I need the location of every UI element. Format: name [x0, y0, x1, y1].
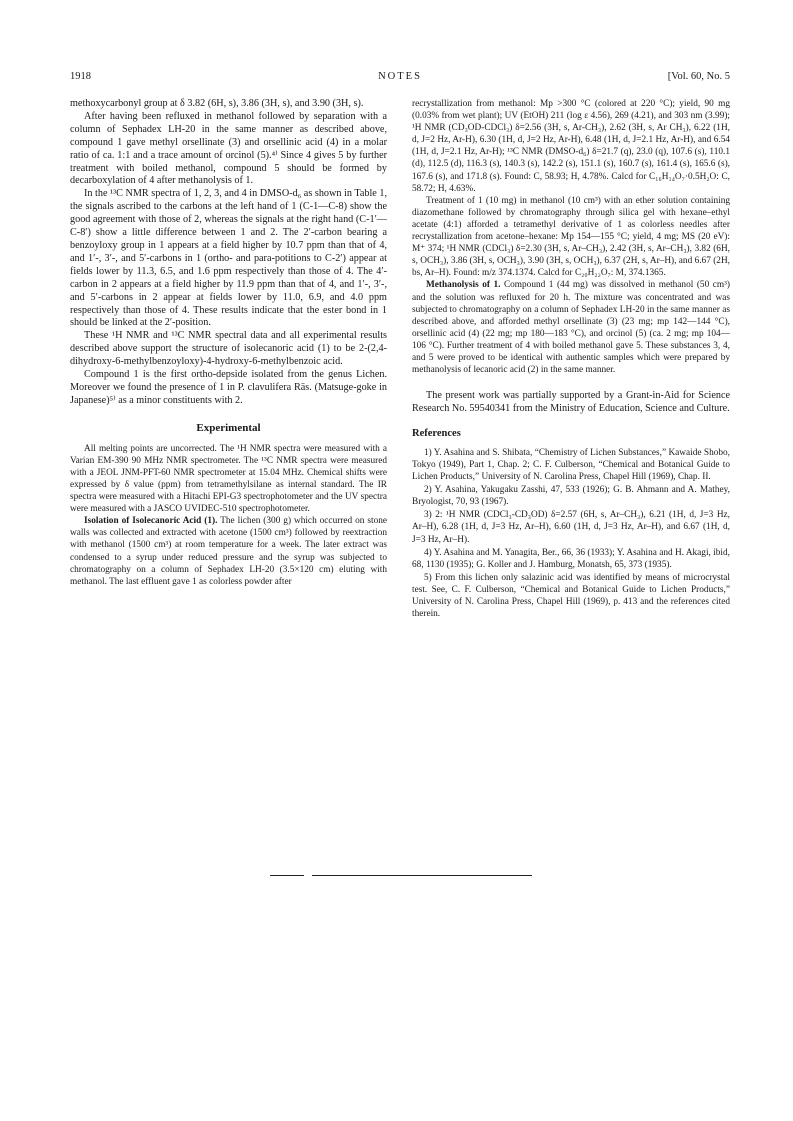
methanolysis-text: Compound 1 (44 mg) was dissolved in methanol (50 cm³) and the solution was refluxed for 20 h. The mixture was concentrated and was subjected to chromatography on a column of Sephadex LH-20 in the same manner as described above, and afforded methyl orsellinate (3) (23 mg; mp 142—144 °C), orsellinic acid (4) (22 mg; mp 180—183 °C), and orcinol (5) (ca. 2 mg; mp 104—106 °C). Further treatment of 4 with boiled methanol gave 5. These substances 3, 4, and 5 were proved to be identical with authentic samples which were prepared by methanolysis of lecanoric acid (2) in the same manner. [412, 280, 730, 376]
experimental-heading: Experimental [196, 421, 261, 434]
paragraph: After having been refluxed in methanol followed by separation with a column of Sephadex LH-20 in the same manner as described above, compound 1 gave methyl orsellinate (3) and orsellinic acid (4) in a molar ratio of ca. 1:1 and a trace amount of orcinol (5).⁴⁾ Since 4 gives 5 by further treatment with boiled methanol, compound 5 should be formed by decarboxylation of 4 after methanolysis of 1. [70, 110, 387, 187]
isolation-paragraph [70, 515, 387, 588]
page-number: 1918 [70, 71, 91, 82]
reference-item: 5) From this lichen only salazinic acid was identified by means of microcrystal test. See, C. F. Culberson, “Chemical and Botanical Guide to Lichen Products,” University of N. Carolina Press, Chapel Hill (1969), p. 413 and the references cited therein. [412, 572, 730, 620]
reference-item: 3) 2: ¹H NMR (CDCl₃-CD₃OD) δ=2.57 (6H, s, Ar–CH₃), 6.21 (1H, d, J=3 Hz, Ar–H), 6.28 (1H, d, J=3 Hz, Ar–H), 6.60 (1H, d, J=3 Hz, Ar–H), and 6.67 (1H, d, J=3 Hz, Ar–H). [412, 510, 730, 545]
paragraph: Treatment of 1 (10 mg) in methanol (10 cm³) with an ether solution containing diazomethane followed by chromatography through silica gel with hexane–ethyl acetate (4:1) afforded a tetramethyl derivative of 1 as colorless needles after recrystallization from acetone–hexane: Mp 154—155 °C; yield, 4 mg; MS (20 eV): M⁺ 374; ¹H NMR (CDCl₃) δ=2.30 (3H, s, Ar–CH₃), 2.42 (3H, s, Ar–CH₃), 3.82 (6H, s, OCH₃), 3.86 (3H, s, OCH₃), 3.90 (3H, s, OCH₃), 6.37 (2H, s, Ar–H), and 6.67 (2H, bs, Ar–H). Found: m/z 374.1374. Calcd for C₂₀H₂₂O₇: M, 374.1365. [412, 195, 730, 279]
reference-item: 2) Y. Asahina, Yakugaku Zasshi, 47, 533 (1926); G. B. Ahmann and A. Mathey, Bryologist, 70, 93 (1967). [412, 485, 730, 508]
right-column [412, 98, 730, 621]
paragraph: In the ¹³C NMR spectra of 1, 2, 3, and 4 in DMSO-d₆ as shown in Table 1, the signals ascribed to the carbons at the left hand of 1 (C-1—C-8) show the good agreement with those of 2, whereas the signals at the right hand (C-1′—C-8′) show a little difference between 1 and 2. The 2′-carbon bearing a benzoyloxy group in 1 appears at a field higher by 10.7 ppm than that of 4, and 1′-, 3′-, and 5′-carbons in 1 (ortho- and para-potitions to C-2′) appear at fields lower by 11.3, 6.5, and 1.6 ppm respectively than those of 4. The 4′-carbon in 2 appears at a field higher by 11.9 ppm than that of 4, and 1′-, 3′-, and 5′-carbons in 2 appear at fields lower by 11.0, 6.9, and 4.0 ppm respectively than those of 4. These results indicate that the ester bond in 1 should be linked at the 2′-position. [70, 188, 387, 329]
paragraph: methoxycarbonyl group at δ 3.82 (6H, s), 3.86 (3H, s), and 3.90 (3H, s). [70, 98, 364, 109]
paragraph: Compound 1 is the first ortho-depside isolated from the genus Lichen. Moreover we found the presence of 1 in P. clavulifera Räs. (Matsuge-goke in Japanese)⁵⁾ as a minor constituents with 2. [70, 369, 387, 406]
paragraph: These ¹H NMR and ¹³C NMR spectral data and all experimental results described above support the structure of isolecanoric acid (1) to be 2-(2,4-dihydroxy-6-methylbenzoyloxy)-4-hydroxy-6-methylbenzoic acid. [70, 330, 387, 368]
paragraph: recrystallization from methanol: Mp >300 °C (colored at 220 °C); yield, 90 mg (0.03% from wet plant); UV (EtOH) 211 (log ε 4.56), 269 (4.21), and 303 nm (3.99); ¹H NMR (CD₃OD-CDCl₃) δ=2.56 (3H, s, Ar-CH₃), 2.62 (3H, s, Ar CH₃), 6.22 (1H, d, J=2 Hz, Ar-H), 6.30 (1H, d, J=2 Hz, Ar-H), 6.48 (1H, d, J=2.1 Hz, Ar-H), and 6.54 (1H, d, J=2.1 Hz, Ar-H); ¹³C NMR (DMSO-d₆) δ=21.7 (q), 23.0 (q), 107.6 (s), 110.1 (d), 112.5 (d), 116.3 (s), 140.3 (s), 142.2 (s), 151.1 (s), 160.7 (s), 161.4 (s), 165.6 (s), 167.6 (s), and 171.8 (s). Found: C, 58.93; H, 4.78%. Calcd for C₁₆H₁₄O₇·0.5H₂O: C, 58.72; H, 4.63%. [412, 99, 730, 194]
acknowledgement: The present work was partially supported by a Grant-in-Aid for Science Research No. 59540341 from the Ministry of Education, Science and Culture. [412, 390, 730, 415]
methanolysis-runin: Methanolysis of 1. [426, 280, 501, 291]
left-column [70, 98, 387, 588]
volume-info: [Vol. 60, No. 5 [667, 71, 730, 82]
page-header [70, 71, 730, 85]
methanolysis-paragraph [412, 279, 730, 376]
paragraph: All melting points are uncorrected. The ¹H NMR spectra were measured with a Varian EM-390 90 MHz NMR spectrometer. The ¹³C NMR spectra were measured with a JEOL JNM-PFT-60 NMR spectrometer at 15.04 MHz. Chemical shifts were expressed by δ value (ppm) from tetramethylsilane as internal standard. The IR spectra were measured with a Hitachi EPI-G3 spectrophotometer and the UV spectra were measured with a JASCO UVIDEC-510 spectrophotometer. [70, 443, 387, 515]
references-heading: References [412, 427, 461, 439]
journal-section: NOTES [378, 71, 422, 82]
end-rule-long [312, 875, 532, 876]
isolation-runin: Isolation of Isolecanoric Acid (1). [84, 516, 218, 527]
reference-item: 1) Y. Asahina and S. Shibata, “Chemistry of Lichen Substances,” Kawaide Shobo, Tokyo (1949), Part 1, Chap. 2; C. F. Culberson, “Chemical and Botanical Guide to Lichen Products,” University of N. Carolina Press, Chapel Hill (1969), Chap. II. [412, 447, 730, 483]
isolation-text: The lichen (300 g) which occurred on stone walls was collected and extracted with acetone (1500 cm³) followed by reextraction with methanol (1500 cm³) at room temperature for a week. The later extract was condensed to a syrup under reduced pressure and the syrup was subjected to chromatography on a column of Sephadex LH-20 (3.5×120 cm) eluting with methanol. The last effluent gave 1 as colorless powder after [70, 516, 388, 587]
reference-item: 4) Y. Asahina and M. Yanagita, Ber., 66, 36 (1933); Y. Asahina and H. Akagi, ibid, 68, 1130 (1935); G. Koller and J. Hamburg, Monatsh, 65, 373 (1935). [412, 547, 730, 570]
end-rule-short [270, 875, 304, 876]
